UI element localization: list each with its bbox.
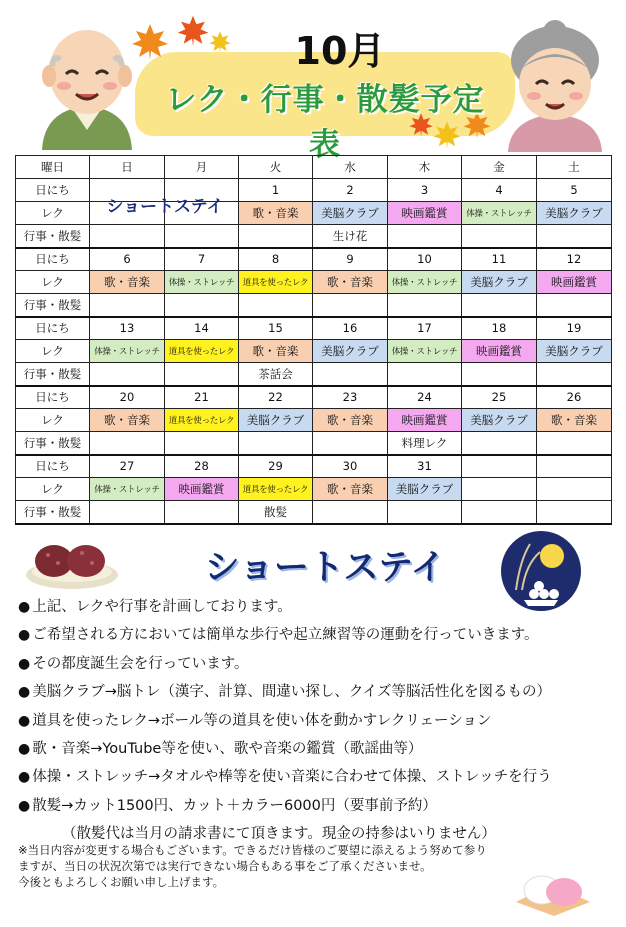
date-cell: 9: [313, 248, 388, 271]
recreation-cell: 体操・ストレッチ: [388, 340, 462, 363]
event-cell: 生け花: [313, 225, 388, 248]
event-cell: [313, 501, 388, 524]
row-label: 行事・散髪: [16, 501, 90, 524]
event-cell: 茶話会: [239, 363, 313, 386]
row-label: レク: [16, 409, 90, 432]
bullet-dot-icon: ●: [18, 655, 31, 672]
event-row: [16, 294, 612, 317]
event-row: [16, 225, 612, 248]
date-cell: 18: [462, 317, 537, 340]
recreation-row: [16, 409, 612, 432]
event-cell: [239, 432, 313, 455]
bullet-dot-icon: ●: [18, 599, 31, 615]
recreation-cell: 映画鑑賞: [462, 340, 537, 363]
date-cell: 29: [239, 455, 313, 478]
date-cell: 10: [388, 248, 462, 271]
recreation-cell: 美脳クラブ: [462, 271, 537, 294]
date-cell: 5: [537, 179, 612, 202]
event-cell: [462, 501, 537, 524]
date-cell: 27: [90, 455, 165, 478]
event-cell: [165, 432, 239, 455]
row-label: 行事・散髪: [16, 363, 90, 386]
date-cell: 6: [90, 248, 165, 271]
event-cell: [388, 225, 462, 248]
row-label: 行事・散髪: [16, 225, 90, 248]
bullet-item: [18, 621, 618, 649]
recreation-cell: 体操・ストレッチ: [165, 271, 239, 294]
weekday-header-cell: 日: [90, 156, 165, 179]
mochi-illustration: [510, 858, 594, 918]
event-cell: [90, 225, 165, 248]
event-cell: [462, 363, 537, 386]
recreation-cell: 美脳クラブ: [388, 478, 462, 501]
shortstay-stamp: ショートステイ: [106, 197, 224, 217]
event-cell: [90, 363, 165, 386]
recreation-cell: 歌・音楽: [239, 340, 313, 363]
row-label: 日にち: [16, 179, 90, 202]
weekday-header-row: [16, 156, 612, 179]
date-cell: 4: [462, 179, 537, 202]
note-line: ※当日内容が変更する場合もございます。できるだけ皆様のご要望に添えるよう努めて参り: [18, 843, 487, 857]
event-cell: [313, 294, 388, 317]
event-cell: [537, 432, 612, 455]
recreation-row: [16, 478, 612, 501]
date-cell: 19: [537, 317, 612, 340]
date-cell: 14: [165, 317, 239, 340]
event-cell: [313, 363, 388, 386]
recreation-cell: 美脳クラブ: [313, 202, 388, 225]
date-cell: 12: [537, 248, 612, 271]
date-cell: 17: [388, 317, 462, 340]
bullet-item: [18, 678, 618, 706]
weekday-header-label: 曜日: [16, 156, 90, 179]
bullet-dot-icon: ●: [18, 797, 31, 814]
date-row: [16, 455, 612, 478]
maple-leaf-icon: [176, 14, 210, 48]
row-label: 日にち: [16, 248, 90, 271]
recreation-cell: 歌・音楽: [90, 409, 165, 432]
event-cell: [388, 363, 462, 386]
event-cell: [462, 432, 537, 455]
event-cell: [537, 363, 612, 386]
event-cell: 料理レク: [388, 432, 462, 455]
recreation-cell: 歌・音楽: [537, 409, 612, 432]
weekday-header-cell: 木: [388, 156, 462, 179]
bullet-dot-icon: ●: [18, 684, 31, 701]
bullet-item: [18, 593, 618, 621]
row-label: 行事・散髪: [16, 294, 90, 317]
date-row: [16, 317, 612, 340]
date-cell: 20: [90, 386, 165, 409]
page-title: レク・行事・散髪予定表: [165, 82, 485, 163]
weekday-header-cell: 月: [165, 156, 239, 179]
row-label: レク: [16, 478, 90, 501]
event-cell: [462, 225, 537, 248]
date-cell: 25: [462, 386, 537, 409]
date-cell: 26: [537, 386, 612, 409]
event-cell: [90, 501, 165, 524]
event-cell: [90, 294, 165, 317]
recreation-cell: 道具を使ったレク: [239, 478, 313, 501]
recreation-cell: 歌・音楽: [239, 202, 313, 225]
bullet-text: 散髪→カット1500円、カット＋カラー6000円（要事前予約）: [32, 797, 437, 814]
recreation-cell: 体操・ストレッチ: [388, 271, 462, 294]
date-row: [16, 248, 612, 271]
bullet-item: [18, 735, 618, 763]
recreation-cell: 美脳クラブ: [537, 340, 612, 363]
recreation-cell: 映画鑑賞: [165, 478, 239, 501]
event-cell: [165, 363, 239, 386]
event-cell: [537, 294, 612, 317]
date-cell: 7: [165, 248, 239, 271]
date-cell: 1: [239, 179, 313, 202]
note-line: 今後ともよろしくお願い申し上げます。: [18, 875, 225, 889]
recreation-cell: [462, 478, 537, 501]
event-cell: [537, 225, 612, 248]
recreation-cell: 体操・ストレッチ: [90, 340, 165, 363]
event-cell: [388, 294, 462, 317]
bullet-text: その都度誕生会を行っています。: [32, 655, 249, 672]
date-cell: 11: [462, 248, 537, 271]
bullet-text: 美脳クラブ→脳トレ（漢字、計算、間違い探し、クイズ等脳活性化を図るもの）: [32, 684, 551, 701]
event-cell: [462, 294, 537, 317]
event-cell: [537, 501, 612, 524]
recreation-cell: 映画鑑賞: [537, 271, 612, 294]
event-cell: 散髪: [239, 501, 313, 524]
title-month: 10月: [294, 29, 386, 73]
date-cell: 16: [313, 317, 388, 340]
date-cell: 3: [388, 179, 462, 202]
event-cell: [388, 501, 462, 524]
recreation-cell: [537, 478, 612, 501]
bullet-dot-icon: ●: [18, 627, 31, 644]
recreation-cell: 美脳クラブ: [537, 202, 612, 225]
date-cell: 22: [239, 386, 313, 409]
recreation-cell: 道具を使ったレク: [239, 271, 313, 294]
description-list: [18, 593, 618, 849]
bullet-dot-icon: ●: [18, 741, 31, 758]
date-row: [16, 386, 612, 409]
event-cell: [313, 432, 388, 455]
row-label: レク: [16, 202, 90, 225]
row-label: 行事・散髪: [16, 432, 90, 455]
recreation-cell: 歌・音楽: [313, 409, 388, 432]
weekday-header-cell: 火: [239, 156, 313, 179]
event-cell: [239, 225, 313, 248]
date-cell: 30: [313, 455, 388, 478]
date-cell: [462, 455, 537, 478]
section-title: ショートステイ: [204, 548, 446, 588]
event-cell: [165, 294, 239, 317]
header: [0, 0, 626, 163]
recreation-cell: 美脳クラブ: [239, 409, 313, 432]
recreation-cell: 道具を使ったレク: [165, 340, 239, 363]
bullet-item: [18, 763, 618, 791]
bullet-dot-icon: ●: [18, 769, 31, 786]
bullet-text: 体操・ストレッチ→タオルや棒等を使い音楽に合わせて体操、ストレッチを行う: [32, 769, 552, 786]
recreation-cell: 道具を使ったレク: [165, 409, 239, 432]
event-row: [16, 432, 612, 455]
date-cell: 23: [313, 386, 388, 409]
date-cell: 8: [239, 248, 313, 271]
grandpa-illustration: [32, 14, 142, 150]
recreation-cell: 美脳クラブ: [313, 340, 388, 363]
recreation-row: [16, 340, 612, 363]
grandma-illustration: [496, 20, 614, 152]
date-cell: 2: [313, 179, 388, 202]
event-cell: [165, 225, 239, 248]
row-label: レク: [16, 340, 90, 363]
row-label: 日にち: [16, 455, 90, 478]
event-row: [16, 501, 612, 524]
bullet-dot-icon: ●: [18, 712, 31, 729]
weekday-header-cell: 金: [462, 156, 537, 179]
recreation-cell: 映画鑑賞: [388, 202, 462, 225]
bullet-text: 道具を使ったレク→ボール等の道具を使い体を動かすレクリェーション: [32, 712, 492, 729]
recreation-cell: 体操・ストレッチ: [90, 478, 165, 501]
bullet-text: 歌・音楽→YouTube等を使い、歌や音楽の鑑賞（歌謡曲等）: [32, 741, 423, 758]
date-cell: 13: [90, 317, 165, 340]
bullet-item: [18, 650, 618, 678]
recreation-row: [16, 271, 612, 294]
date-cell: 24: [388, 386, 462, 409]
row-label: レク: [16, 271, 90, 294]
bullet-text: 上記、レクや行事を計画しております。: [32, 599, 292, 615]
date-cell: 28: [165, 455, 239, 478]
bullet-item: [18, 707, 618, 735]
date-cell: 21: [165, 386, 239, 409]
weekday-header-cell: 土: [537, 156, 612, 179]
recreation-cell: 映画鑑賞: [388, 409, 462, 432]
date-cell: 31: [388, 455, 462, 478]
bullet-item: [18, 792, 618, 820]
recreation-cell: 歌・音楽: [313, 478, 388, 501]
maple-leaf-icon: [208, 30, 232, 54]
note-line: ますが、当日の状況次第では実行できない場合もある事をご了承くださいませ。: [18, 859, 432, 873]
recreation-cell: 歌・音楽: [313, 271, 388, 294]
recreation-cell: 歌・音楽: [90, 271, 165, 294]
bullet-text: ご希望される方においては簡単な歩行や起立練習等の運動を行っていきます。: [32, 627, 539, 644]
row-label: 日にち: [16, 317, 90, 340]
weekday-header-cell: 水: [313, 156, 388, 179]
event-cell: [90, 432, 165, 455]
event-cell: [239, 294, 313, 317]
recreation-cell: 美脳クラブ: [462, 409, 537, 432]
ohagi-illustration: [24, 535, 120, 591]
event-row: [16, 363, 612, 386]
event-cell: [165, 501, 239, 524]
date-cell: [537, 455, 612, 478]
haircut-payment-note: （散髪代は当月の請求書にて頂きます。現金の持参はいりません）: [62, 826, 496, 843]
row-label: 日にち: [16, 386, 90, 409]
recreation-cell: 体操・ストレッチ: [462, 202, 537, 225]
date-cell: 15: [239, 317, 313, 340]
